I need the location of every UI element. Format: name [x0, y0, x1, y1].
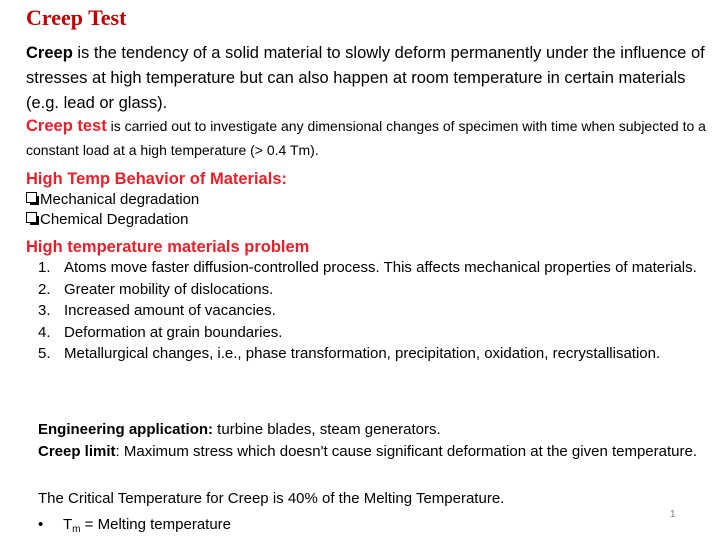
tm-text: = Melting temperature: [80, 516, 232, 533]
page-number: 1: [670, 509, 676, 520]
list-number: 3.: [38, 302, 51, 319]
list-item-text: Atoms move faster diffusion-controlled process. This affects mechanical properties of materials.: [64, 259, 697, 276]
creep-definition: [26, 41, 716, 116]
behavior-item: [26, 210, 188, 230]
list-item: [26, 322, 706, 344]
engineering-label: Engineering application:: [38, 421, 214, 438]
list-number: 4.: [38, 323, 51, 341]
list-number: 5.: [38, 345, 51, 362]
critical-temperature: The Critical Temperature for Creep is 40% of the Melting Temperature.: [38, 490, 505, 507]
list-number: 1.: [38, 259, 51, 276]
behavior-item-label: Mechanical degradation: [40, 191, 200, 208]
list-item: [26, 300, 706, 322]
tm-subscript: m: [72, 524, 81, 535]
list-item: [26, 257, 706, 279]
creep-limit-text: : Maximum stress which doesn't cause significant deformation at the given temperature.: [115, 443, 698, 460]
tm-definition: [38, 514, 231, 541]
behavior-heading: High Temp Behavior of Materials:: [26, 170, 287, 188]
creep-definition-text: is the tendency of a solid material to slowly deform permanently under the influence of stresses at high temperature but can also happen at room temperature in certain materials (e.g. lead or glass).: [26, 44, 705, 112]
behavior-item-label: Chemical Degradation: [40, 211, 189, 228]
checkbox-bullet-icon: [26, 192, 37, 203]
bullet-icon: •: [38, 516, 44, 533]
list-item: [26, 343, 706, 365]
creep-term: Creep: [26, 44, 73, 62]
problems-list: [26, 257, 706, 365]
list-item-text: Metallurgical changes, i.e., phase transformation, precipitation, oxidation, recrystallisation.: [64, 345, 661, 362]
list-item-text: Greater mobility of dislocations.: [64, 280, 274, 298]
creep-test-text: is carried out to investigate any dimensional changes of specimen with time when subjected to a constant load at a high temperature (> 0.4 Tm).: [26, 118, 706, 158]
creep-test-description: [26, 114, 720, 162]
list-item: [26, 279, 706, 301]
applications-block: [38, 419, 698, 463]
list-item-text: Deformation at grain boundaries.: [64, 323, 283, 341]
creep-test-term: Creep test: [26, 117, 107, 135]
slide-title: Creep Test: [26, 5, 127, 30]
list-number: 2.: [38, 280, 51, 298]
creep-limit-label: Creep limit: [38, 443, 116, 460]
creep-limit: [38, 441, 698, 463]
behavior-item: [26, 190, 199, 210]
problems-heading: High temperature materials problem: [26, 238, 310, 256]
engineering-application: [38, 419, 698, 441]
tm-symbol: T: [63, 516, 73, 533]
engineering-text: turbine blades, steam generators.: [213, 421, 441, 438]
list-item-text: Increased amount of vacancies.: [64, 302, 276, 319]
checkbox-bullet-icon: [26, 212, 37, 223]
